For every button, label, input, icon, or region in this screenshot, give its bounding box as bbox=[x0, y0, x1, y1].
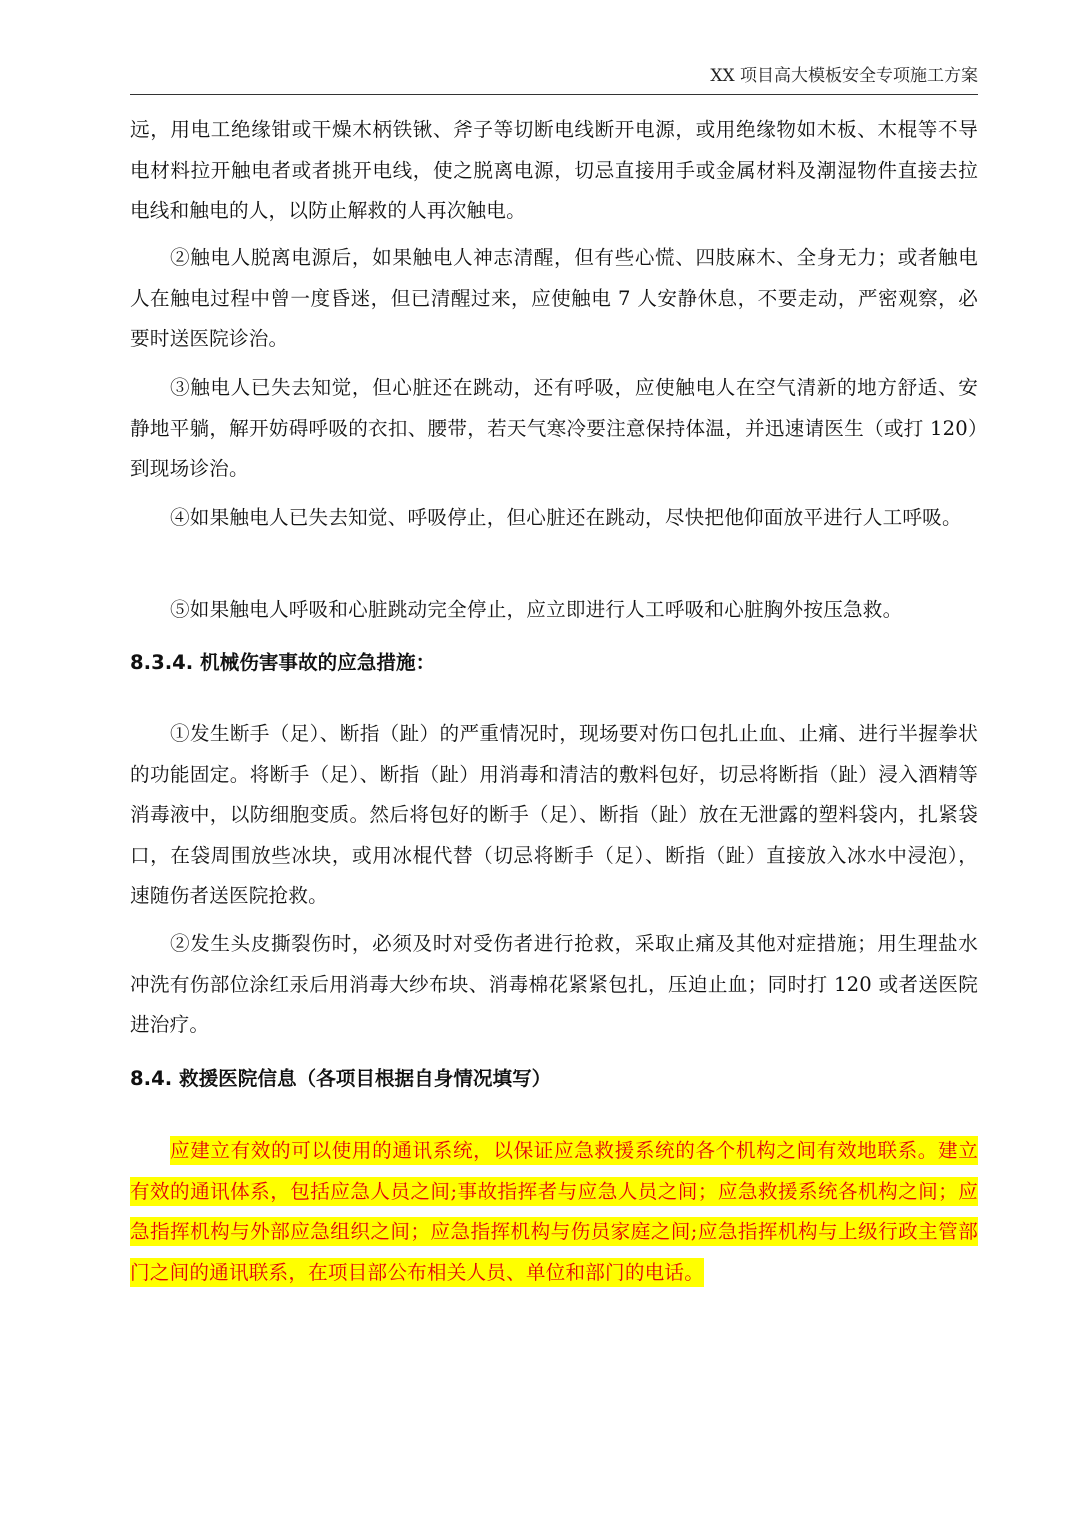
section-heading-8-3-4: 8.3.4. 机械伤害事故的应急措施： bbox=[130, 651, 436, 674]
header-divider bbox=[130, 94, 978, 95]
highlighted-communication-paragraph bbox=[130, 1131, 978, 1293]
page-header: XX 项目高大模板安全专项施工方案 bbox=[710, 66, 978, 86]
paragraph-electric-step-3: ③触电人已失去知觉，但心脏还在跳动，还有呼吸，应使触电人在空气清新的地方舒适、安静地平躺，解开妨碍呼吸的衣扣、腰带，若天气寒冷要注意保持体温，并迅速请医生（或打 120）到现场诊治。 bbox=[130, 376, 978, 480]
paragraph-electric-step-2: ②触电人脱离电源后，如果触电人神志清醒，但有些心慌、四肢麻木、全身无力；或者触电人在触电过程中曾一度昏迷，但已清醒过来，应使触电 7 人安静休息，不要走动，严密观察，必要时送医院诊治。 bbox=[130, 246, 978, 350]
paragraph-mechanical-step-2: ②发生头皮撕裂伤时，必须及时对受伤者进行抢救，采取止痛及其他对症措施；用生理盐水冲洗有伤部位涂红汞后用消毒大纱布块、消毒棉花紧紧包扎，压迫止血；同时打 120 或者送医院进治疗。 bbox=[130, 932, 978, 1036]
paragraph-electric-step-4: ④如果触电人已失去知觉、呼吸停止，但心脏还在跳动，尽快把他仰面放平进行人工呼吸。 bbox=[170, 506, 962, 529]
paragraph-electric-rescue-continued: 远，用电工绝缘钳或干燥木柄铁锹、斧子等切断电线断开电源，或用绝缘物如木板、木棍等不导电材料拉开触电者或者挑开电线，使之脱离电源，切忌直接用手或金属材料及潮湿物件直接去拉电线和触电的人，以防止解救的人再次触电。 bbox=[130, 118, 978, 222]
section-heading-8-4: 8.4. 救援医院信息（各项目根据自身情况填写） bbox=[130, 1067, 552, 1090]
paragraph-mechanical-step-1: ①发生断手（足）、断指（趾）的严重情况时，现场要对伤口包扎止血、止痛、进行半握拳状的功能固定。将断手（足）、断指（趾）用消毒和清洁的敷料包好，切忌将断指（趾）浸入酒精等消毒液中，以防细胞变质。然后将包好的断手（足）、断指（趾）放在无泄露的塑料袋内，扎紧袋口，在袋周围放些冰块，或用冰棍代替（切忌将断手（足）、断指（趾）直接放入冰水中浸泡），速随伤者送医院抢救。 bbox=[130, 722, 978, 907]
paragraph-electric-step-5: ⑤如果触电人呼吸和心脏跳动完全停止，应立即进行人工呼吸和心脏胸外按压急救。 bbox=[170, 598, 903, 621]
highlighted-text: 应建立有效的可以使用的通讯系统，以保证应急救援系统的各个机构之间有效地联系。建立有效的通讯体系，包括应急人员之间;事故指挥者与应急人员之间；应急救援系统各机构之间；应急指挥机构与外部应急组织之间；应急指挥机构与伤员家庭之间;应急指挥机构与上级行政主管部门之间的通讯联系，在项目部公布相关人员、单位和部门的电话。 bbox=[130, 1136, 978, 1287]
